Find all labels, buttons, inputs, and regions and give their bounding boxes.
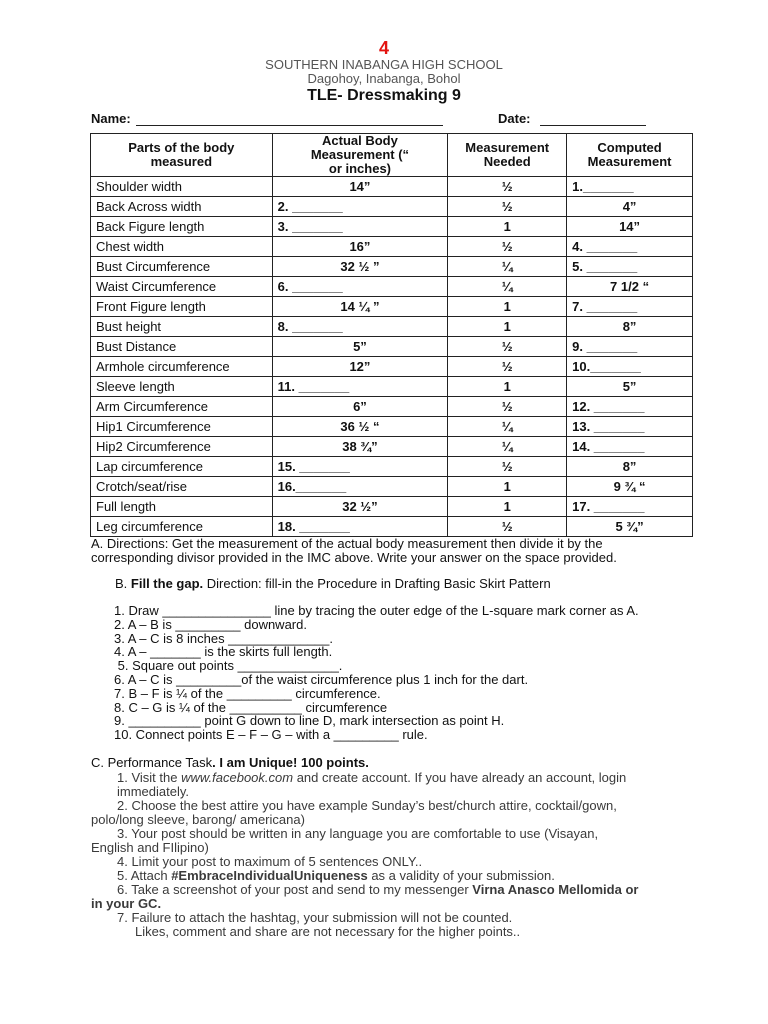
- measurement-needed-cell: ½: [448, 517, 567, 537]
- computed-measurement-cell[interactable]: 1._______: [567, 177, 693, 197]
- body-part-cell: Sleeve length: [91, 377, 273, 397]
- task-text: 6. Take a screenshot of your post and send to my messenger: [117, 882, 473, 897]
- computed-measurement-cell: 8”: [567, 457, 693, 477]
- measurement-needed-cell: 1: [448, 217, 567, 237]
- school-name: SOUTHERN INABANGA HIGH SCHOOL: [265, 57, 503, 72]
- school-header: [0, 58, 768, 86]
- table-row: [91, 417, 693, 437]
- task-item-3-cont: English and FIlipino): [91, 840, 209, 855]
- computed-measurement-cell: 7 1/2 “: [567, 277, 693, 297]
- computed-measurement-cell: 5”: [567, 377, 693, 397]
- table-row: [91, 337, 693, 357]
- body-part-cell: Bust height: [91, 317, 273, 337]
- table-row: [91, 177, 693, 197]
- actual-measurement-cell: 38 ¾”: [272, 437, 448, 457]
- actual-measurement-cell: 36 ½ “: [272, 417, 448, 437]
- measurement-needed-cell: ¼: [448, 437, 567, 457]
- actual-measurement-cell: 14”: [272, 177, 448, 197]
- body-part-cell: Waist Circumference: [91, 277, 273, 297]
- section-b-heading: [115, 577, 551, 591]
- computed-measurement-cell[interactable]: 12. _______: [567, 397, 693, 417]
- table-row: [91, 197, 693, 217]
- task-item-7: 7. Failure to attach the hashtag, your submission will not be counted.: [117, 910, 513, 925]
- task-item-6: [91, 883, 681, 897]
- facebook-link[interactable]: www.facebook.com: [181, 770, 294, 785]
- list-item: 1. Draw _______________ line by tracing the outer edge of the L-square mark corner as A.: [114, 603, 639, 618]
- body-part-cell: Front Figure length: [91, 297, 273, 317]
- table-row: [91, 217, 693, 237]
- section-c-bold: . I am Unique! 100 points.: [212, 755, 369, 770]
- actual-measurement-cell[interactable]: 16._______: [272, 477, 448, 497]
- body-part-cell: Back Across width: [91, 197, 273, 217]
- measurement-needed-cell: ½: [448, 337, 567, 357]
- task-item-1: [91, 771, 681, 785]
- messenger-name: Virna Anasco Mellomida or: [472, 882, 639, 897]
- header-computed: Computed Measurement: [567, 134, 693, 177]
- actual-measurement-cell: 14 ¼ ”: [272, 297, 448, 317]
- actual-measurement-cell[interactable]: 15. _______: [272, 457, 448, 477]
- actual-measurement-cell: 32 ½ ”: [272, 257, 448, 277]
- table-row: [91, 317, 693, 337]
- body-part-cell: Full length: [91, 497, 273, 517]
- section-b-rest: Direction: fill-in the Procedure in Drafting Basic Skirt Pattern: [203, 576, 551, 591]
- task-text: 1. Visit the: [117, 770, 182, 785]
- task-item-1-cont: immediately.: [117, 784, 190, 799]
- table-row: [91, 497, 693, 517]
- actual-measurement-cell[interactable]: 2. _______: [272, 197, 448, 217]
- table-header-row: [91, 134, 693, 177]
- task-item-2-cont: polo/long sleeve, barong/ americana): [91, 812, 305, 827]
- measurement-needed-cell: ½: [448, 177, 567, 197]
- list-item: 9. __________ point G down to line D, mark intersection as point H.: [114, 713, 505, 729]
- body-part-cell: Bust Distance: [91, 337, 273, 357]
- list-item: 3. A – C is 8 inches ______________.: [114, 630, 334, 646]
- computed-measurement-cell: 9 ¾ “: [567, 477, 693, 497]
- body-part-cell: Arm Circumference: [91, 397, 273, 417]
- measurement-needed-cell: ½: [448, 457, 567, 477]
- task-text: 5. Attach: [117, 868, 172, 883]
- body-part-cell: Armhole circumference: [91, 357, 273, 377]
- task-item-5: [91, 869, 681, 883]
- computed-measurement-cell[interactable]: 17. _______: [567, 497, 693, 517]
- task-item-7-cont: Likes, comment and share are not necessary for the higher points..: [135, 924, 521, 939]
- computed-measurement-cell[interactable]: 4. _______: [567, 237, 693, 257]
- computed-measurement-cell: 14”: [567, 217, 693, 237]
- actual-measurement-cell: 5”: [272, 337, 448, 357]
- task-text: as a validity of your submission.: [367, 868, 555, 883]
- page-number: 4: [378, 38, 389, 58]
- body-part-cell: Leg circumference: [91, 517, 273, 537]
- section-a-directions: A. Directions: Get the measurement of the actual body measurement then divide it by the corresponding divisor provided in the IMC above. Write your answer on the space provided.: [91, 536, 617, 565]
- table-row: [91, 297, 693, 317]
- actual-measurement-cell[interactable]: 8. _______: [272, 317, 448, 337]
- section-b-bold: Fill the gap.: [130, 576, 204, 591]
- actual-measurement-cell: 16”: [272, 237, 448, 257]
- actual-measurement-cell[interactable]: 18. _______: [272, 517, 448, 537]
- list-item: 10. Connect points E – F – G – with a _________ rule.: [114, 727, 428, 743]
- table-row: [91, 357, 693, 377]
- body-part-cell: Lap circumference: [91, 457, 273, 477]
- table-row: [91, 477, 693, 497]
- measurement-needed-cell: ¼: [448, 417, 567, 437]
- task-item-4: 4. Limit your post to maximum of 5 sentences ONLY..: [117, 854, 423, 869]
- measurement-needed-cell: 1: [448, 317, 567, 337]
- table-row: [91, 277, 693, 297]
- task-text: in your GC.: [91, 896, 162, 911]
- measurement-needed-cell: ½: [448, 357, 567, 377]
- computed-measurement-cell[interactable]: 10._______: [567, 357, 693, 377]
- actual-measurement-cell[interactable]: 3. _______: [272, 217, 448, 237]
- measurement-needed-cell: 1: [448, 297, 567, 317]
- table-row: [91, 237, 693, 257]
- measurement-needed-cell: 1: [448, 497, 567, 517]
- date-label: Date:: [498, 111, 531, 126]
- list-item: 5. Square out points ______________.: [114, 658, 343, 674]
- actual-measurement-cell: 32 ½”: [272, 497, 448, 517]
- body-part-cell: Crotch/seat/rise: [91, 477, 273, 497]
- measurement-needed-cell: ½: [448, 237, 567, 257]
- table-row: [91, 457, 693, 477]
- measurement-needed-cell: ¼: [448, 277, 567, 297]
- measurement-needed-cell: 1: [448, 477, 567, 497]
- date-field[interactable]: [540, 125, 646, 126]
- task-item-6-cont: [91, 897, 681, 911]
- table-row: [91, 377, 693, 397]
- computed-measurement-cell: 5 ¾”: [567, 517, 693, 537]
- table-row: [91, 257, 693, 277]
- computed-measurement-cell[interactable]: 14. _______: [567, 437, 693, 457]
- list-item: 8. C – G is ¼ of the __________ circumference: [114, 699, 388, 715]
- school-address: Dagohoy, Inabanga, Bohol: [307, 71, 461, 86]
- computed-measurement-cell[interactable]: 9. _______: [567, 337, 693, 357]
- section-c-heading: [91, 756, 369, 770]
- header-actual: Actual Body Measurement (“ or inches): [272, 134, 448, 177]
- computed-measurement-cell: 4”: [567, 197, 693, 217]
- computed-measurement-cell: 8”: [567, 317, 693, 337]
- measurement-needed-cell: ½: [448, 397, 567, 417]
- header-needed: Measurement Needed: [448, 134, 567, 177]
- table-row: [91, 437, 693, 457]
- list-item: 7. B – F is ¼ of the _________ circumference.: [114, 685, 381, 701]
- section-b-prefix: B.: [115, 576, 131, 591]
- measurement-needed-cell: 1: [448, 377, 567, 397]
- body-part-cell: Shoulder width: [91, 177, 273, 197]
- body-part-cell: Back Figure length: [91, 217, 273, 237]
- measurement-needed-cell: ¼: [448, 257, 567, 277]
- subject-title: TLE- Dressmaking 9: [307, 87, 461, 104]
- table-row: [91, 517, 693, 537]
- actual-measurement-cell[interactable]: 11. _______: [272, 377, 448, 397]
- measurement-needed-cell: ½: [448, 197, 567, 217]
- actual-measurement-cell: 6”: [272, 397, 448, 417]
- actual-measurement-cell[interactable]: 6. _______: [272, 277, 448, 297]
- section-c-prefix: C. Performance Task: [91, 755, 213, 770]
- computed-measurement-cell[interactable]: 5. _______: [567, 257, 693, 277]
- name-field[interactable]: [136, 125, 443, 126]
- hashtag: #EmbraceIndividualUniqueness: [171, 868, 368, 883]
- list-item: 4. A – _______ is the skirts full length.: [114, 644, 333, 660]
- list-item: 6. A – C is _________of the waist circumference plus 1 inch for the dart.: [114, 671, 529, 687]
- table-row: [91, 397, 693, 417]
- list-item: 2. A – B is _________ downward.: [114, 616, 307, 632]
- body-part-cell: Bust Circumference: [91, 257, 273, 277]
- body-part-cell: Hip2 Circumference: [91, 437, 273, 457]
- body-part-cell: Chest width: [91, 237, 273, 257]
- task-text: and create account. If you have already an account, login: [293, 770, 627, 785]
- computed-measurement-cell[interactable]: 7. _______: [567, 297, 693, 317]
- header-parts: Parts of the body measured: [91, 134, 273, 177]
- task-item-2: 2. Choose the best attire you have example Sunday’s best/church attire, cocktail/gown,: [117, 798, 617, 813]
- task-item-3: 3. Your post should be written in any language you are comfortable to use (Visayan,: [117, 826, 599, 841]
- name-label: Name:: [91, 111, 131, 126]
- body-part-cell: Hip1 Circumference: [91, 417, 273, 437]
- actual-measurement-cell: 12”: [272, 357, 448, 377]
- measurement-table: [90, 133, 693, 537]
- section-b-list: [114, 604, 704, 742]
- name-date-row: [91, 111, 691, 129]
- computed-measurement-cell[interactable]: 13. _______: [567, 417, 693, 437]
- section-c-body: [91, 771, 681, 939]
